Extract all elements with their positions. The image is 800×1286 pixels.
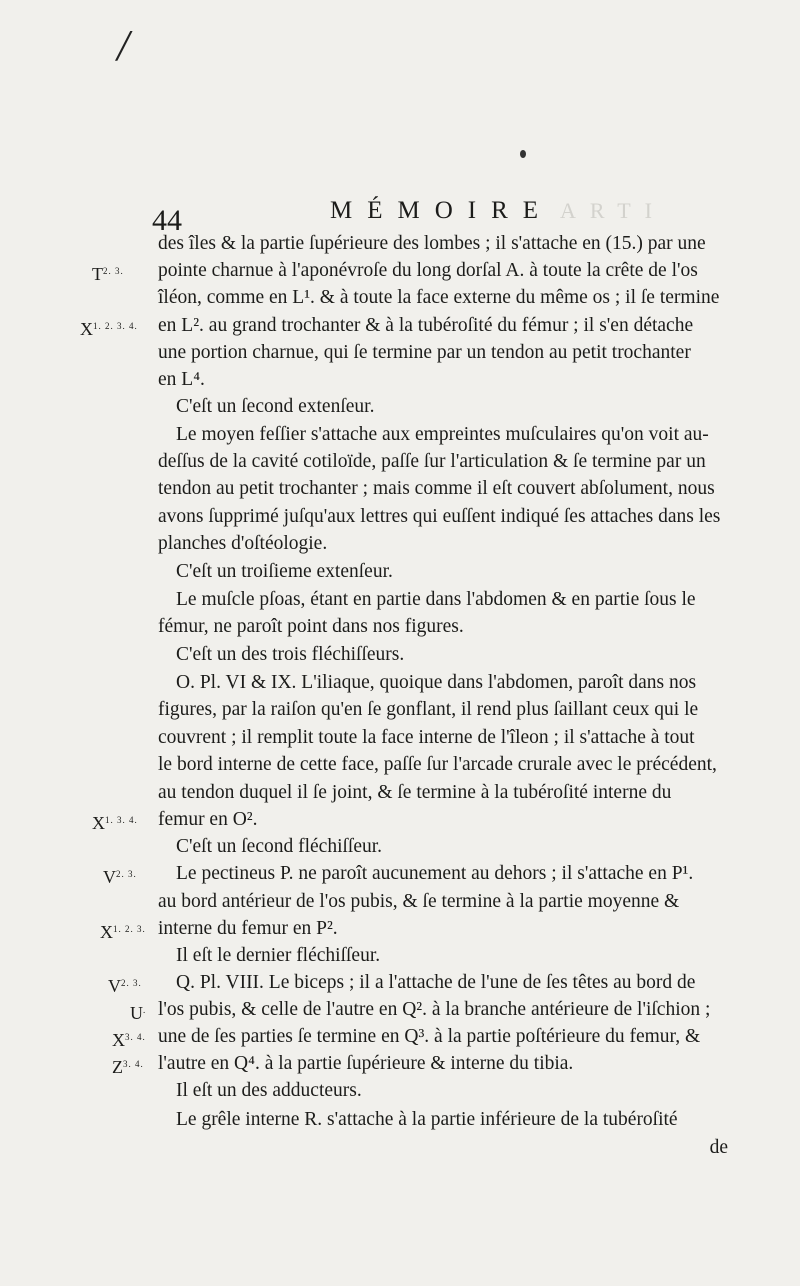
text-line: îléon, comme en L¹. & à toute la face externe du même os ; il ſe termine <box>158 287 720 308</box>
text-line: des îles & la partie ſupérieure des lombes ; il s'attache en (15.) par une <box>158 233 706 254</box>
margin-note-numbers: 1. 2. 3. 4. <box>93 321 138 331</box>
margin-note <box>112 1024 146 1053</box>
text-line: Le grêle interne R. s'attache à la partie inférieure de la tubéroſité <box>176 1109 678 1130</box>
margin-note-numbers: 3. 4. <box>125 1032 146 1042</box>
margin-note-letter: X <box>100 922 113 942</box>
text-line: au bord antérieur de l'os pubis, & ſe termine à la partie moyenne & <box>158 891 680 912</box>
margin-note-numbers: 2. 3. <box>116 869 137 879</box>
text-line: Q. Pl. VIII. Le biceps ; il a l'attache de l'une de ſes têtes au bord de <box>176 972 696 993</box>
margin-note-letter: Z <box>112 1057 123 1077</box>
text-line: en L⁴. <box>158 369 205 390</box>
text-line: O. Pl. VI & IX. L'iliaque, quoique dans l'abdomen, paroît dans nos <box>176 672 697 693</box>
margin-note <box>80 313 138 342</box>
text-line: planches d'oſtéologie. <box>158 533 328 554</box>
margin-note <box>130 997 146 1026</box>
page-number: 44 <box>152 204 182 237</box>
text-line: l'autre en Q⁴. à la partie ſupérieure & interne du tibia. <box>158 1053 574 1074</box>
text-line: au tendon duquel il ſe joint, & ſe termine à la tubéroſité interne du <box>158 782 672 803</box>
text-line: fémur, ne paroît point dans nos figures. <box>158 616 464 637</box>
text-line: C'eſt un des trois fléchiſſeurs. <box>176 644 405 665</box>
text-line: une de ſes parties ſe termine en Q³. à la partie poſtérieure du femur, & <box>158 1026 701 1047</box>
running-head: MÉMOIRE <box>330 197 554 224</box>
margin-note-numbers: . <box>143 1005 147 1015</box>
text-line: une portion charnue, qui ſe termine par un tendon au petit trochanter <box>158 342 691 363</box>
text-line: l'os pubis, & celle de l'autre en Q². à la branche antérieure de l'iſchion ; <box>158 999 711 1020</box>
margin-note <box>103 861 137 890</box>
text-line: Le pectineus P. ne paroît aucunement au dehors ; il s'attache en P¹. <box>176 863 694 884</box>
margin-note-letter: U <box>130 1003 143 1023</box>
text-line: avons ſupprimé juſqu'aux lettres qui euſſent indiqué ſes attaches dans les <box>158 506 721 527</box>
text-line: le bord interne de cette face, paſſe ſur l'arcade crurale avec le précédent, <box>158 754 717 775</box>
margin-note-numbers: 2. 3. <box>121 978 142 988</box>
margin-note-letter: X <box>112 1030 125 1050</box>
text-line: C'eſt un troiſieme extenſeur. <box>176 561 393 582</box>
text-line: Il eſt le dernier fléchiſſeur. <box>176 945 381 966</box>
ink-speck <box>520 150 526 158</box>
catchword: de <box>709 1137 728 1158</box>
margin-note <box>92 258 124 287</box>
text-line: en L². au grand trochanter & à la tubéroſité du fémur ; il s'en détache <box>158 315 694 336</box>
margin-note-letter: V <box>108 976 121 996</box>
margin-note <box>100 916 146 945</box>
text-line: C'eſt un ſecond extenſeur. <box>176 396 375 417</box>
text-line: deſſus de la cavité cotiloïde, paſſe ſur l'articulation & ſe termine par un <box>158 451 706 472</box>
margin-note-numbers: 2. 3. <box>103 266 124 276</box>
text-line: Il eſt un des adducteurs. <box>176 1080 362 1101</box>
margin-note-numbers: 3. 4. <box>123 1059 144 1069</box>
margin-note-numbers: 1. 3. 4. <box>105 815 138 825</box>
text-line: interne du femur en P². <box>158 918 338 939</box>
margin-note-letter: X <box>92 813 105 833</box>
text-line: figures, par la raiſon qu'en ſe gonflant, il rend plus ſaillant ceux qui le <box>158 699 699 720</box>
text-line: pointe charnue à l'aponévroſe du long dorſal A. à toute la crête de l'os <box>158 260 698 281</box>
text-line: Le moyen feſſier s'attache aux empreintes muſculaires qu'on voit au- <box>176 424 709 445</box>
text-line: femur en O². <box>158 809 258 830</box>
text-line: tendon au petit trochanter ; mais comme il eſt couvert abſolument, nous <box>158 478 715 499</box>
margin-note-letter: T <box>92 264 103 284</box>
margin-note-letter: X <box>80 319 93 339</box>
margin-note-numbers: 1. 2. 3. <box>113 924 146 934</box>
margin-note-letter: V <box>103 867 116 887</box>
margin-note <box>92 807 138 836</box>
text-line: Le muſcle pſoas, étant en partie dans l'abdomen & en partie ſous le <box>176 589 696 610</box>
corner-mark: / <box>117 21 130 70</box>
margin-note <box>112 1051 144 1080</box>
text-line: C'eſt un ſecond fléchiſſeur. <box>176 836 383 857</box>
margin-note <box>108 970 142 999</box>
text-line: couvrent ; il remplit toute la face interne de l'îleon ; il s'attache à tout <box>158 727 695 748</box>
bleed-through-text: ARTI <box>560 198 667 223</box>
